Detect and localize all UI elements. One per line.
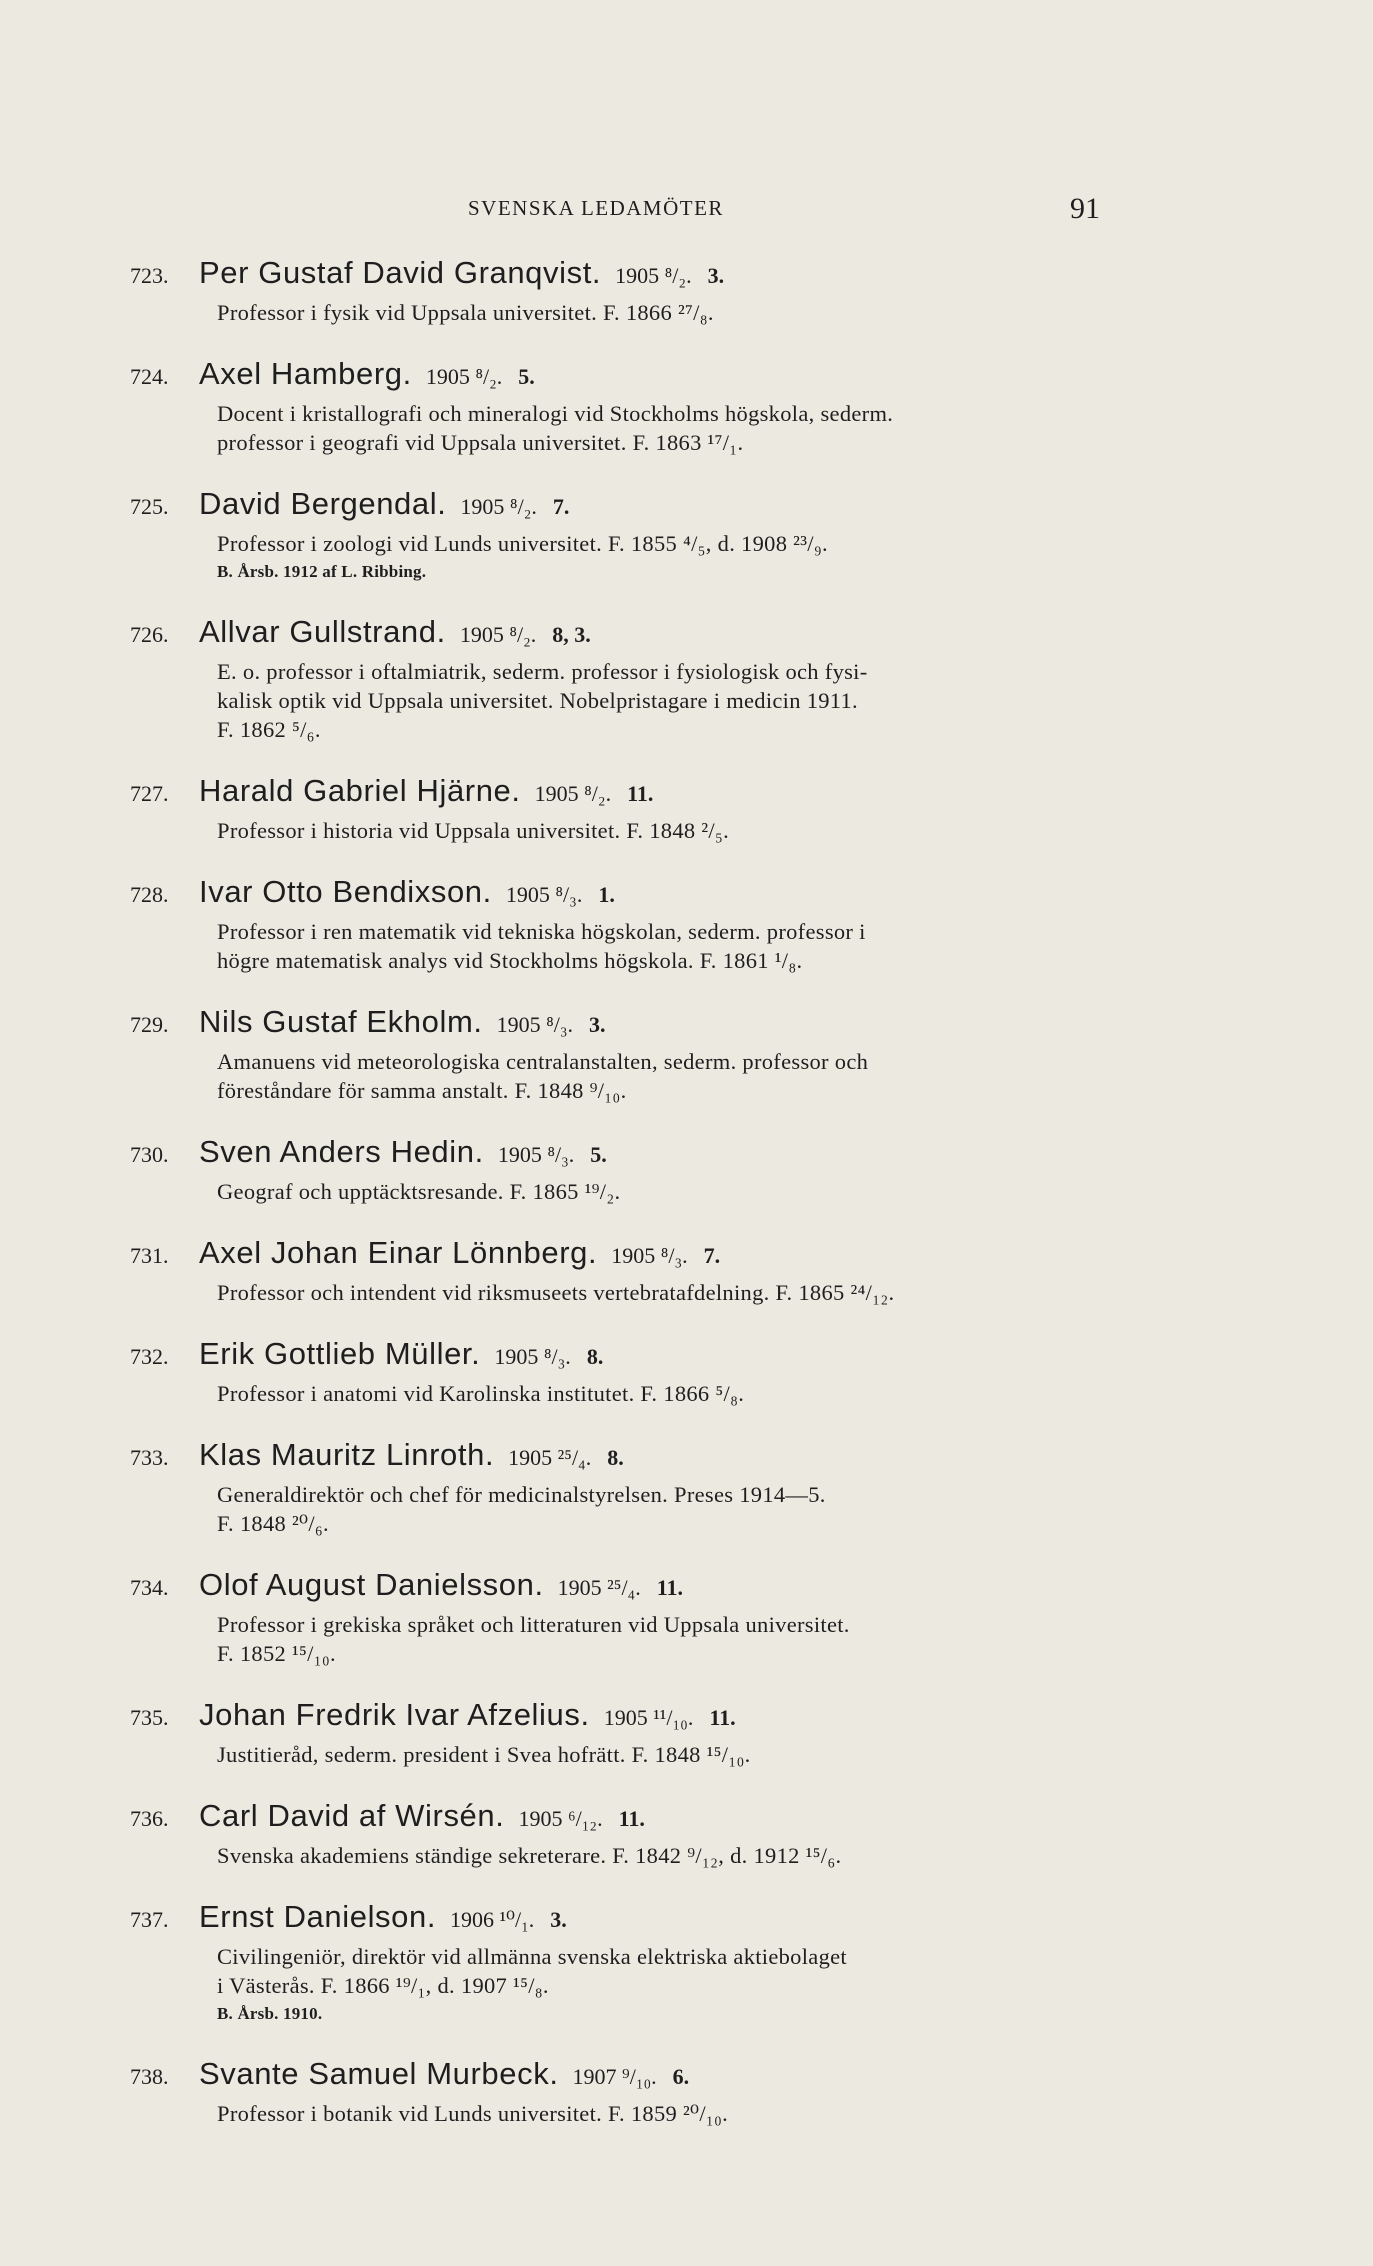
- entry-heading: [0, 1131, 1373, 1177]
- entry-description-line: Professor och intendent vid riksmuseets vertebratafdelning. F. 1865 ²⁴/₁₂.: [217, 1280, 895, 1305]
- entry-description-line: föreståndare för samma anstalt. F. 1848 ⁹/₁₀.: [217, 1078, 627, 1103]
- entry-number: 733.: [130, 1445, 169, 1470]
- entry-heading: [0, 1694, 1373, 1740]
- election-date: 1905 ⁸/₂.: [615, 263, 692, 288]
- entry-heading: [0, 770, 1373, 816]
- entry-heading: [0, 483, 1373, 529]
- member-name-line: [199, 1567, 683, 1603]
- academy-class: 1.: [598, 882, 615, 907]
- entry-number: 738.: [130, 2064, 169, 2089]
- entry-description-line: Professor i historia vid Uppsala universitet. F. 1848 ²/₅.: [217, 818, 730, 843]
- entry-description-line: F. 1852 ¹⁵/₁₀.: [217, 1641, 336, 1666]
- member-name-line: [199, 1004, 606, 1040]
- member-entry: [0, 1694, 1373, 1769]
- member-name: Carl David af Wirsén.: [199, 1798, 505, 1833]
- entry-heading: [0, 871, 1373, 917]
- entry-description-line: Justitieråd, sederm. president i Svea hofrätt. F. 1848 ¹⁵/₁₀.: [217, 1742, 751, 1767]
- member-entry: [0, 1131, 1373, 1206]
- entry-description-line: Professor i anatomi vid Karolinska institutet. F. 1866 ⁵/₈.: [217, 1381, 745, 1406]
- entry-heading: [0, 1001, 1373, 1047]
- member-entry: [0, 1001, 1373, 1105]
- election-date: 1905 ⁸/₃.: [494, 1344, 571, 1369]
- member-name-line: [199, 874, 615, 910]
- entry-description-line: Svenska akademiens ständige sekreterare. F. 1842 ⁹/₁₂, d. 1912 ¹⁵/₆.: [217, 1843, 842, 1868]
- academy-class: 11.: [656, 1575, 684, 1600]
- member-name-line: [199, 255, 724, 291]
- biography-reference: B. Årsb. 1910.: [217, 2004, 323, 2023]
- election-date: 1905 ⁸/₃.: [496, 1012, 574, 1037]
- entry-number: 728.: [130, 882, 169, 907]
- election-date: 1905 ⁸/₂.: [534, 781, 612, 806]
- entry-heading: [0, 252, 1373, 298]
- election-date: 1905 ⁸/₂.: [460, 494, 537, 519]
- entry-description-line: Civilingeniör, direktör vid allmänna svenska elektriska aktiebolaget: [217, 1944, 847, 1969]
- member-name: Erik Gottlieb Müller.: [199, 1336, 481, 1371]
- entry-number: 730.: [130, 1142, 169, 1167]
- election-date: 1905 ⁶/₁₂.: [518, 1806, 603, 1831]
- entry-number: 723.: [130, 263, 169, 288]
- entry-number: 727.: [130, 781, 169, 806]
- member-name-line: [199, 1437, 624, 1473]
- member-name: Sven Anders Hedin.: [199, 1134, 484, 1169]
- member-entry: [0, 2053, 1373, 2128]
- entry-heading: [0, 1434, 1373, 1480]
- entry-heading: [0, 1564, 1373, 1610]
- entry-heading: [0, 1795, 1373, 1841]
- member-name: Klas Mauritz Linroth.: [199, 1437, 495, 1472]
- member-name: Allvar Gullstrand.: [199, 614, 446, 649]
- biography-reference: B. Årsb. 1912 af L. Ribbing.: [217, 562, 427, 581]
- academy-class: 7.: [552, 494, 570, 519]
- member-name-line: [199, 1336, 603, 1372]
- entry-description-line: Professor i grekiska språket och litteraturen vid Uppsala universitet.: [217, 1612, 850, 1637]
- entry-number: 735.: [130, 1705, 169, 1730]
- entry-description-line: kalisk optik vid Uppsala universitet. Nobelpristagare i medicin 1911.: [217, 688, 858, 713]
- member-name: Ernst Danielson.: [199, 1899, 437, 1934]
- entry-description-line: Generaldirektör och chef för medicinalstyrelsen. Preses 1914—5.: [217, 1482, 826, 1507]
- member-entry: [0, 483, 1373, 585]
- entry-description-line: Geograf och upptäcktsresande. F. 1865 ¹⁹/₂.: [217, 1179, 621, 1204]
- election-date: 1905 ⁸/₃.: [505, 882, 583, 907]
- entry-description-line: Amanuens vid meteorologiska centralanstalten, sederm. professor och: [217, 1049, 869, 1074]
- entry-number: 731.: [130, 1243, 169, 1268]
- member-entry: [0, 1434, 1373, 1538]
- academy-class: 5.: [518, 364, 535, 389]
- entry-number: 726.: [130, 622, 169, 647]
- member-entry: [0, 353, 1373, 457]
- academy-class: 6.: [672, 2064, 690, 2089]
- academy-class: 5.: [590, 1142, 607, 1167]
- member-entry: [0, 1896, 1373, 2027]
- entry-number: 729.: [130, 1012, 169, 1037]
- member-entry: [0, 1333, 1373, 1408]
- member-name: Svante Samuel Murbeck.: [199, 2056, 559, 2091]
- entry-number: 732.: [130, 1344, 169, 1369]
- entry-description-line: Professor i botanik vid Lunds universitet. F. 1859 ²⁰/₁₀.: [217, 2101, 729, 2126]
- entry-heading: [0, 1896, 1373, 1942]
- member-name-line: [199, 1235, 720, 1271]
- member-name-line: [199, 356, 535, 392]
- member-entry: [0, 770, 1373, 845]
- academy-class: 3.: [589, 1012, 606, 1037]
- entry-heading: [0, 611, 1373, 657]
- entry-number: 725.: [130, 494, 169, 519]
- election-date: 1905 ²⁵/₄.: [508, 1445, 592, 1470]
- member-name: Harald Gabriel Hjärne.: [199, 773, 521, 808]
- entry-heading: [0, 1232, 1373, 1278]
- member-name: Per Gustaf David Granqvist.: [199, 255, 602, 290]
- member-name-line: [199, 2056, 689, 2092]
- member-name-line: [199, 486, 569, 522]
- member-name: Nils Gustaf Ekholm.: [199, 1004, 483, 1039]
- entry-heading: [0, 353, 1373, 399]
- entry-description-line: Professor i ren matematik vid tekniska högskolan, sederm. professor i: [217, 919, 866, 944]
- academy-class: 8.: [586, 1344, 604, 1369]
- member-name-line: [199, 614, 591, 650]
- academy-class: 11.: [627, 781, 654, 806]
- member-list: [0, 252, 1373, 2154]
- entry-description-line: Docent i kristallografi och mineralogi vid Stockholms högskola, sederm.: [217, 401, 894, 426]
- academy-class: 8.: [607, 1445, 624, 1470]
- entry-number: 736.: [130, 1806, 169, 1831]
- election-date: 1907 ⁹/₁₀.: [572, 2064, 657, 2089]
- entry-description-line: i Västerås. F. 1866 ¹⁹/₁, d. 1907 ¹⁵/₈.: [217, 1973, 549, 1998]
- election-date: 1905 ¹¹/₁₀.: [603, 1705, 694, 1730]
- member-name: Ivar Otto Bendixson.: [199, 874, 492, 909]
- academy-class: 7.: [703, 1243, 721, 1268]
- election-date: 1905 ⁸/₂.: [459, 622, 537, 647]
- academy-class: 8, 3.: [552, 622, 591, 647]
- entry-heading: [0, 2053, 1373, 2099]
- member-name-line: [199, 773, 653, 809]
- entry-number: 724.: [130, 364, 169, 389]
- page-header: [0, 192, 1373, 232]
- election-date: 1905 ²⁵/₄.: [557, 1575, 641, 1600]
- academy-class: 3.: [707, 263, 725, 288]
- member-name: David Bergendal.: [199, 486, 447, 521]
- academy-class: 11.: [709, 1705, 736, 1730]
- member-entry: [0, 1795, 1373, 1870]
- member-entry: [0, 252, 1373, 327]
- entry-number: 737.: [130, 1907, 169, 1932]
- entry-description-line: Professor i fysik vid Uppsala universitet. F. 1866 ²⁷/₈.: [217, 300, 714, 325]
- member-name-line: [199, 1899, 567, 1935]
- entry-description-line: F. 1862 ⁵/₆.: [217, 717, 321, 742]
- running-title: SVENSKA LEDAMÖTER: [468, 196, 724, 220]
- entry-number: 734.: [130, 1575, 169, 1600]
- member-entry: [0, 1564, 1373, 1668]
- member-name: Johan Fredrik Ivar Afzelius.: [199, 1697, 590, 1732]
- member-entry: [0, 1232, 1373, 1307]
- member-name-line: [199, 1134, 607, 1170]
- election-date: 1905 ⁸/₂.: [425, 364, 503, 389]
- election-date: 1905 ⁸/₃.: [497, 1142, 575, 1167]
- election-date: 1906 ¹⁰/₁.: [450, 1907, 535, 1932]
- entry-description-line: F. 1848 ²⁰/₆.: [217, 1511, 329, 1536]
- entry-description-line: Professor i zoologi vid Lunds universitet. F. 1855 ⁴/₅, d. 1908 ²³/₉.: [217, 531, 828, 556]
- entry-description-line: högre matematisk analys vid Stockholms högskola. F. 1861 ¹/₈.: [217, 948, 803, 973]
- member-entry: [0, 611, 1373, 744]
- member-name-line: [199, 1798, 645, 1834]
- member-name: Axel Hamberg.: [199, 356, 412, 391]
- member-name-line: [199, 1697, 736, 1733]
- entry-heading: [0, 1333, 1373, 1379]
- academy-class: 3.: [550, 1907, 567, 1932]
- academy-class: 11.: [618, 1806, 645, 1831]
- member-name: Axel Johan Einar Lönnberg.: [199, 1235, 598, 1270]
- member-entry: [0, 871, 1373, 975]
- election-date: 1905 ⁸/₃.: [611, 1243, 688, 1268]
- entry-description-line: professor i geografi vid Uppsala universitet. F. 1863 ¹⁷/₁.: [217, 430, 744, 455]
- entry-description-line: E. o. professor i oftalmiatrik, sederm. professor i fysiologisk och fysi-: [217, 659, 868, 684]
- member-name: Olof August Danielsson.: [199, 1567, 544, 1602]
- page-number: 91: [1070, 192, 1100, 225]
